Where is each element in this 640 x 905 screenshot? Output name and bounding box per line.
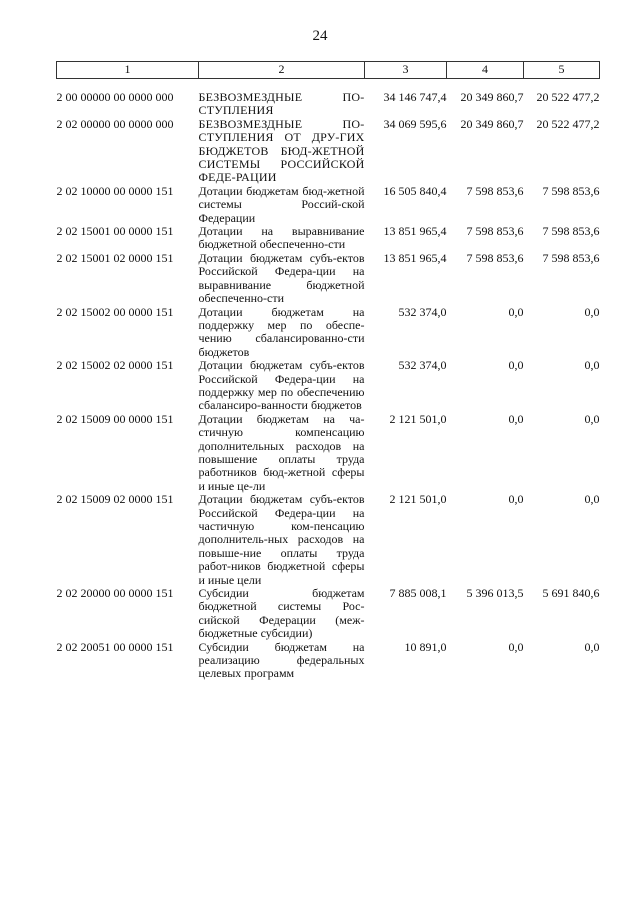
amount-year-2: 5 396 013,5 (466, 586, 524, 601)
amount-year-1: 13 851 965,4 (383, 224, 447, 239)
amount-year-1: 2 121 501,0 (389, 411, 447, 426)
amount-year-1: 532 374,0 (398, 358, 447, 373)
amount-year-2: 7 598 853,6 (466, 250, 524, 265)
amount-year-3: 0,0 (584, 411, 600, 426)
table-row (57, 252, 600, 306)
amount-year-2: 0,0 (508, 411, 524, 426)
budget-code: 2 02 20051 00 0000 151 (56, 639, 174, 654)
amount-year-3: 7 598 853,6 (542, 250, 600, 265)
column-header: 2 (199, 62, 365, 79)
budget-code: 2 02 15002 02 0000 151 (56, 358, 174, 373)
budget-code: 2 02 20000 00 0000 151 (56, 586, 174, 601)
budget-code: 2 02 15001 00 0000 151 (56, 224, 174, 239)
amount-year-1: 10 891,0 (404, 639, 447, 654)
amount-year-3: 0,0 (584, 304, 600, 319)
amount-year-2: 7 598 853,6 (466, 183, 524, 198)
budget-code: 2 02 15002 00 0000 151 (56, 304, 174, 319)
item-name: Дотации бюджетам субъ-ектов Российской Федера-ции на поддержку мер по обеспечению сбалансиро-ванности бюджетов (198, 358, 365, 413)
item-name: БЕЗВОЗМЕЗДНЫЕ ПО-СТУПЛЕНИЯ (198, 90, 365, 118)
amount-year-3: 7 598 853,6 (542, 183, 600, 198)
amount-year-3: 0,0 (584, 492, 600, 507)
table-row (57, 79, 600, 118)
budget-table (56, 61, 600, 681)
amount-year-3: 20 522 477,2 (536, 116, 600, 131)
item-name: Дотации бюджетам субъ-ектов Российской Федера-ции на выравнивание бюджетной обеспеченно-сти (198, 250, 365, 306)
amount-year-2: 0,0 (508, 492, 524, 507)
table-row (57, 359, 600, 413)
table-row (57, 493, 600, 587)
budget-code: 2 00 00000 00 0000 000 (56, 90, 174, 104)
item-name: БЕЗВОЗМЕЗДНЫЕ ПО-СТУПЛЕНИЯ ОТ ДРУ-ГИХ БЮДЖЕТОВ БЮД-ЖЕТНОЙ СИСТЕМЫ РОССИЙСКОЙ ФЕДЕ-РАЦИИ (198, 116, 365, 185)
amount-year-1: 532 374,0 (398, 304, 447, 319)
budget-code: 2 02 15009 02 0000 151 (56, 492, 174, 507)
amount-year-3: 0,0 (584, 639, 600, 654)
amount-year-3: 7 598 853,6 (542, 224, 600, 239)
budget-code: 2 02 00000 00 0000 000 (56, 116, 174, 131)
table-row (57, 641, 600, 681)
column-header: 4 (447, 62, 524, 79)
amount-year-2: 0,0 (508, 358, 524, 373)
item-name: Дотации бюджетам субъ-ектов Российской Федера-ции на частичную ком-пенсацию дополнитель-ных расходов на повыше-ние оплаты труда работ-ников бюджетной сферы и иные цели (198, 492, 365, 587)
amount-year-1: 16 505 840,4 (383, 183, 447, 198)
table-row (57, 306, 600, 360)
column-header: 1 (57, 62, 199, 79)
amount-year-3: 20 522 477,2 (536, 90, 600, 104)
amount-year-1: 7 885 008,1 (389, 586, 447, 601)
budget-code: 2 02 15001 02 0000 151 (56, 250, 174, 265)
budget-code: 2 02 10000 00 0000 151 (56, 183, 174, 198)
table-row (57, 587, 600, 641)
item-name: Дотации бюджетам на поддержку мер по обеспе-чению сбалансированно-сти бюджетов (198, 304, 365, 359)
item-name: Субсидии бюджетам на реализацию федеральных целевых программ (198, 639, 365, 681)
amount-year-1: 13 851 965,4 (383, 250, 447, 265)
table-row (57, 118, 600, 185)
amount-year-2: 20 349 860,7 (460, 90, 524, 104)
amount-year-2: 20 349 860,7 (460, 116, 524, 131)
table-row (57, 225, 600, 252)
amount-year-2: 7 598 853,6 (466, 224, 524, 239)
amount-year-3: 0,0 (584, 358, 600, 373)
amount-year-2: 0,0 (508, 639, 524, 654)
page-number: 24 (312, 28, 328, 44)
item-name: Дотации на выравнивание бюджетной обеспеченно-сти (198, 224, 365, 252)
amount-year-3: 5 691 840,6 (542, 586, 600, 601)
column-header: 3 (365, 62, 447, 79)
table-row (57, 413, 600, 493)
table-header-row (57, 62, 600, 79)
column-header: 5 (524, 62, 600, 79)
amount-year-1: 34 069 595,6 (383, 116, 447, 131)
amount-year-1: 34 146 747,4 (383, 90, 447, 104)
item-name: Дотации бюджетам на ча-стичную компенсацию дополнительных расходов на повышение оплаты труда работников бюд-жетной сферы и иные це-ли (198, 411, 365, 493)
budget-code: 2 02 15009 00 0000 151 (56, 411, 174, 426)
item-name: Субсидии бюджетам бюджетной системы Рос-сийской Федерации (меж-бюджетные субсидии) (198, 586, 365, 641)
amount-year-1: 2 121 501,0 (389, 492, 447, 507)
table-row (57, 185, 600, 225)
item-name: Дотации бюджетам бюд-жетной системы Россий-ской Федерации (198, 183, 365, 225)
amount-year-2: 0,0 (508, 304, 524, 319)
